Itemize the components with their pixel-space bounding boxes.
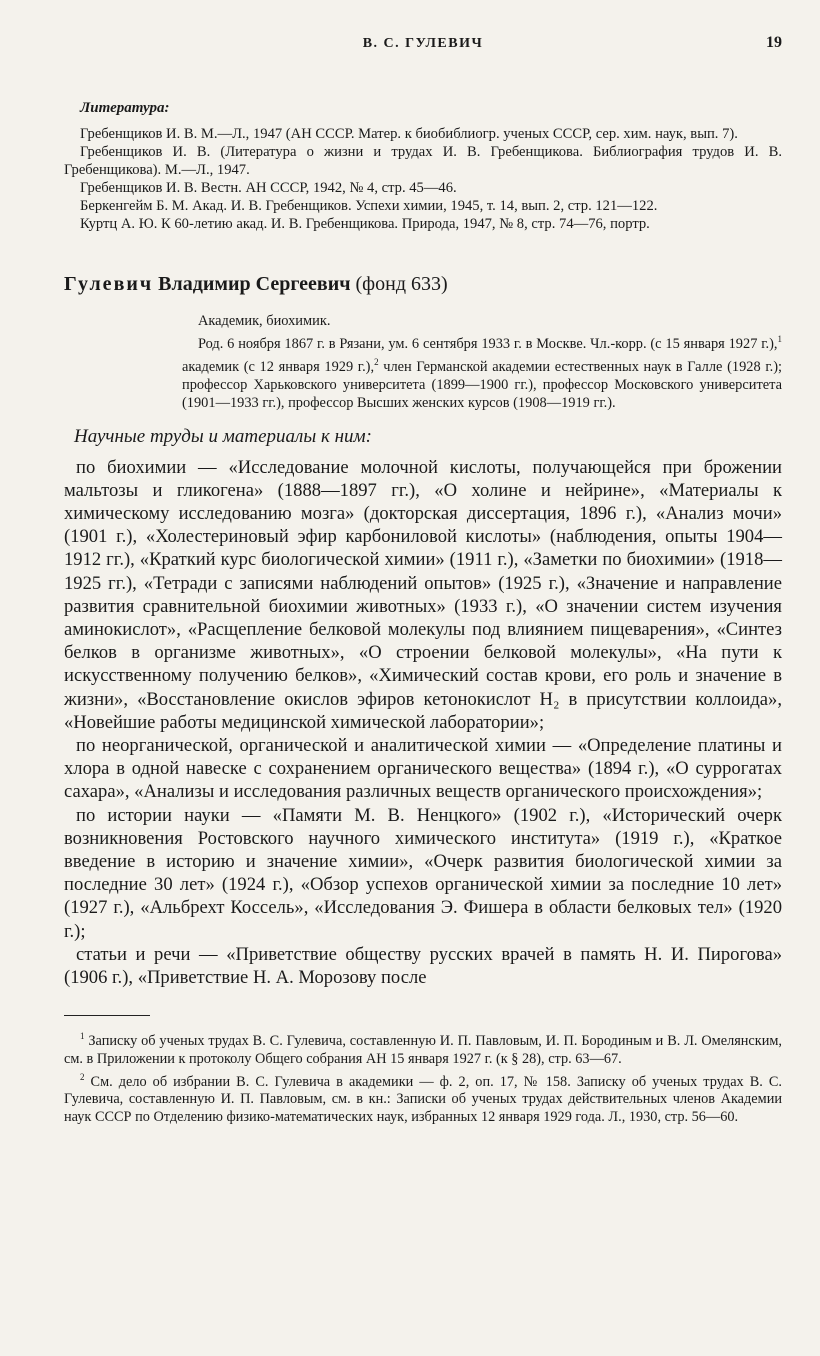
fond-number: (фонд 633) bbox=[355, 273, 448, 295]
footnote-mark: 1 bbox=[80, 1031, 85, 1042]
footnote-text: См. дело об избрании В. С. Гулевича в академики — ф. 2, оп. 17, № 158. Записку об ученых трудах В. С. Гулевича, составленную И. П. Павловым, см. в кн.: Записки об ученых трудах действительных членов Академии наук СССР по Отделению физико-математических наук, избранных 12 января 1929 года. Л., 1930, стр. 56—60. bbox=[64, 1073, 782, 1125]
works-paragraph: статьи и речи — «Приветствие обществу русских врачей в память Н. И. Пирогова» (1906 г.), «Приветствие Н. А. Морозову после bbox=[64, 943, 782, 989]
page-number: 19 bbox=[766, 34, 782, 51]
footnote-ref: 2 bbox=[374, 356, 379, 367]
footnote-text: Записку об ученых трудах В. С. Гулевича, составленную И. П. Павловым, И. П. Бородиным и В. Л. Омелянским, см. в Приложении к протоколу Общего собрания АН 15 января 1927 г. (к § 28), стр. 63—67. bbox=[64, 1033, 782, 1067]
literature-heading: Литература: bbox=[80, 100, 170, 116]
literature-list bbox=[64, 125, 782, 233]
biography-block bbox=[182, 312, 782, 412]
person-surname: Гулевич bbox=[64, 273, 154, 295]
person-heading bbox=[64, 273, 782, 296]
bio-text-part: академик (с 12 января 1929 г.), bbox=[182, 358, 375, 375]
literature-item: Куртц А. Ю. К 60-летию акад. И. В. Гребенщикова. Природа, 1947, № 8, стр. 74—76, портр. bbox=[80, 216, 650, 232]
literature-item: Беркенгейм Б. М. Акад. И. В. Гребенщиков. Успехи химии, 1945, т. 14, вып. 2, стр. 121—122. bbox=[80, 198, 658, 214]
footnote-divider bbox=[64, 1015, 150, 1016]
works-heading: Научные труды и материалы к ним: bbox=[74, 425, 372, 447]
literature-item: Гребенщиков И. В. М.—Л., 1947 (АН СССР. Матер. к биобиблиогр. ученых СССР, сер. хим. наук, вып. 7). bbox=[80, 126, 738, 142]
running-title: В. С. ГУЛЕВИЧ bbox=[362, 36, 484, 51]
person-given-names: Владимир Сергеевич bbox=[158, 273, 351, 295]
literature-item: Гребенщиков И. В. (Литература о жизни и трудах И. В. Гребенщикова. Библиография трудов И. В. Гребенщикова). М.—Л., 1947. bbox=[64, 144, 782, 178]
page-header bbox=[64, 32, 782, 56]
biography-title: Академик, биохимик. bbox=[198, 313, 331, 329]
bio-text-part: член Германской академии естественных наук в Галле (1928 г.); профессор Харьковского университета (1899—1900 гг.), профессор Московского университета (1901—1933 гг.), профессор Высших женских курсов (1908—1919 гг.). bbox=[182, 358, 782, 411]
footnote-mark: 2 bbox=[80, 1071, 85, 1082]
footnote-ref: 1 bbox=[777, 334, 782, 344]
literature-item: Гребенщиков И. В. Вестн. АН СССР, 1942, № 4, стр. 45—46. bbox=[80, 180, 457, 196]
footnote bbox=[64, 1028, 782, 1068]
works-paragraph: по истории науки — «Памяти М. В. Ненцкого» (1902 г.), «Исторический очерк возникновения Ростовского научного химического института» (1919 г.), «Краткое введение в историю и значение химии», «Очерк развития биологической химии за последние 30 лет» (1924 г.), «Обзор успехов органической химии за последние 10 лет» (1927 г.), «Альбрехт Коссель», «Исследования Э. Фишера в области белковых тел» (1920 г.); bbox=[64, 804, 782, 942]
bio-text-part: Род. 6 ноября 1867 г. в Рязани, ум. 6 сентября 1933 г. в Москве. Чл.-корр. (с 15 января 1927 г.), bbox=[198, 335, 778, 352]
footnote bbox=[64, 1069, 782, 1127]
works-paragraph: по неорганической, органической и аналитической химии — «Определение платины и хлора в одной навеске с сохранением органического вещества» (1894 г.), «О суррогатах сахара», «Анализы и исследования различных веществ органического происхождения»; bbox=[64, 735, 782, 803]
biography-text bbox=[182, 330, 782, 412]
works-paragraph: по биохимии — «Исследование молочной кислоты, получающейся при брожении мальтозы и гликогена» (1888—1897 гг.), «О холине и нейрине», «Материалы к химическому исследованию мозга» (докторская диссертация, 1896 г.), «Анализ мочи» (1901 г.), «Холестериновый эфир карбониловой кислоты» (наблюдения, опыты 1904—1912 гг.), «Краткий курс биологической химии» (1911 г.), «Заметки по биохимии» (1918—1925 гг.), «Тетради с записями наблюдений опытов» (1925 г.), «Значение и направление развития сравнительной биохимии животных» (1933 г.), «О значении систем изучения аминокислот», «Расщепление белковой молекулы под влиянием пищеварения», «Синтез белков в организме животных», «О строении белковой молекулы», «На пути к искусственному получению белков», «Химический состав крови, его роль и значение в жизни», «Восстановление окислов эфиров кетонокислот H₂ в присутствии коллоида», «Новейшие работы медицинской химической лаборатории»; bbox=[64, 456, 782, 733]
